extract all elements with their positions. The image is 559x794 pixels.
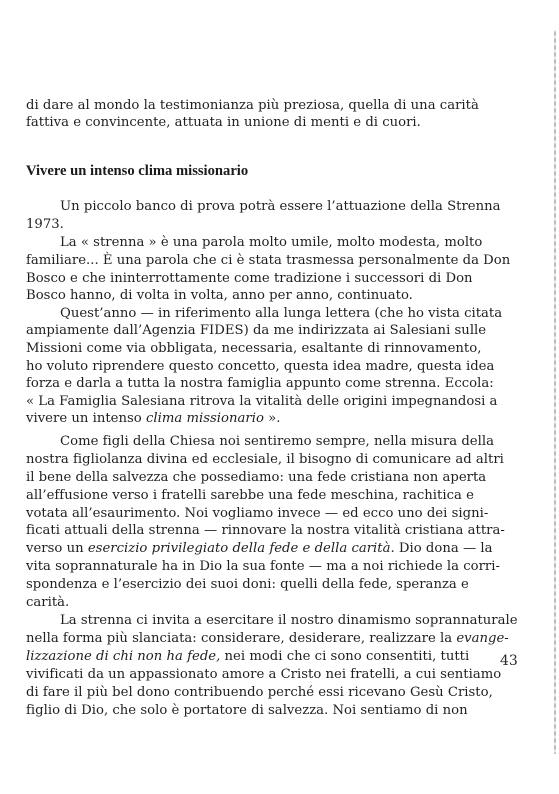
section-heading: Vivere un intenso clima missionario — [26, 163, 249, 179]
text-line — [26, 558, 500, 576]
text-span: Bosco e che ininterrottamente come tradizione i successori di Don — [26, 271, 473, 286]
text-line — [26, 114, 421, 132]
text-span: di fare il più bel dono contribuendo perché essi ricevano Gesù Cristo, — [26, 685, 493, 700]
text-span: familiare... È una parola che ci è stata trasmessa personalmente da Don — [26, 253, 511, 268]
text-span: nella forma più slanciata: considerare, desiderare, realizzare la — [26, 631, 457, 646]
text-span: La strenna ci invita a esercitare il nostro dinamismo soprannaturale — [60, 613, 518, 628]
text-line — [26, 340, 482, 358]
text-line — [26, 410, 280, 428]
text-span: all’effusione verso i fratelli sarebbe una fede meschina, rachitica e — [26, 488, 474, 503]
text-span: vita soprannaturale ha in Dio la sua fonte — ma a noi richiede la corri- — [26, 559, 500, 574]
text-line — [60, 198, 501, 216]
text-line — [26, 684, 493, 702]
text-line — [60, 612, 518, 630]
text-span: 1973. — [26, 217, 64, 232]
text-span: forza e darla a tutta la nostra famiglia appunto come strenna. Eccola: — [26, 376, 494, 391]
text-span: ho voluto riprendere questo concetto, questa idea madre, questa idea — [26, 359, 495, 374]
text-line — [26, 469, 487, 487]
text-line — [60, 234, 483, 252]
text-span: Bosco hanno, di volta in volta, anno per anno, continuato. — [26, 288, 413, 303]
text-span: Quest’anno — in riferimento alla lunga lettera (che ho vista citata — [60, 306, 503, 321]
emphasis-text: clima missionario — [145, 411, 264, 426]
text-line — [26, 393, 498, 411]
text-span: Un piccolo banco di prova potrà essere l’attuazione della Strenna — [60, 199, 501, 214]
text-span: Come figli della Chiesa noi sentiremo sempre, nella misura della — [60, 434, 494, 449]
text-line — [26, 322, 487, 340]
text-line — [60, 433, 494, 451]
text-line — [26, 540, 493, 558]
text-span: nostra figliolanza divina ed ecclesiale, il bisogno di comunicare ad altri — [26, 452, 504, 467]
text-span: carità. — [26, 595, 70, 610]
text-span: il bene della salvezza che possediamo: una fede cristiana non aperta — [26, 470, 487, 485]
text-line — [26, 97, 479, 115]
text-line — [26, 252, 511, 270]
emphasis-text: esercizio privilegiato della fede e della carità. — [87, 541, 395, 556]
text-span: « La Famiglia Salesiana ritrova la vitalità delle origini impegnandosi a — [26, 394, 498, 409]
text-line — [60, 305, 503, 323]
text-span: La « strenna » è una parola molto umile, molto modesta, molto — [60, 235, 483, 250]
text-span: nei modi che ci sono consentiti, tutti — [220, 649, 470, 664]
text-span: spondenza e l’esercizio dei suoi doni: quelli della fede, speranza e — [26, 577, 469, 592]
text-line — [26, 522, 505, 540]
emphasis-text: evange- — [456, 631, 509, 646]
text-line — [26, 594, 69, 612]
text-line — [26, 576, 469, 594]
text-line — [26, 287, 413, 305]
text-span: vivificati da un appassionato amore a Cristo nei fratelli, a cui sentiamo — [26, 667, 502, 682]
scan-edge-dots — [554, 30, 556, 754]
text-line — [26, 630, 509, 648]
text-span: ». — [263, 411, 281, 426]
emphasis-text: lizzazione di chi non ha fede, — [26, 649, 221, 664]
text-line — [26, 375, 494, 393]
text-span: di dare al mondo la testimonianza più preziosa, quella di una carità — [26, 98, 479, 113]
text-span: fattiva e convincente, attuata in unione di menti e di cuori. — [26, 115, 421, 130]
text-line — [26, 702, 468, 720]
text-line — [26, 270, 473, 288]
text-span: ampiamente dall’Agenzia FIDES) da me indirizzata ai Salesiani sulle — [26, 323, 487, 338]
text-line — [26, 487, 474, 505]
text-span: votata all’esaurimento. Noi vogliamo invece — ed ecco uno dei signi- — [26, 506, 489, 521]
text-span: figlio di Dio, che solo è portatore di salvezza. Noi sentiamo di non — [26, 703, 468, 718]
text-span: Missioni come via obbligata, necessaria, esaltante di rinnovamento, — [26, 341, 482, 356]
page-number: 43 — [500, 653, 518, 669]
text-line — [26, 216, 64, 234]
text-span: ficati attuali della strenna — rinnovare la nostra vitalità cristiana attra- — [26, 523, 505, 538]
text-line — [26, 666, 502, 684]
text-line — [26, 505, 489, 523]
text-line — [26, 648, 470, 666]
text-line — [26, 358, 495, 376]
text-span: vivere un intenso — [26, 411, 146, 426]
text-span: Dio dona — la — [394, 541, 493, 556]
text-line — [26, 451, 504, 469]
text-span: verso un — [26, 541, 88, 556]
